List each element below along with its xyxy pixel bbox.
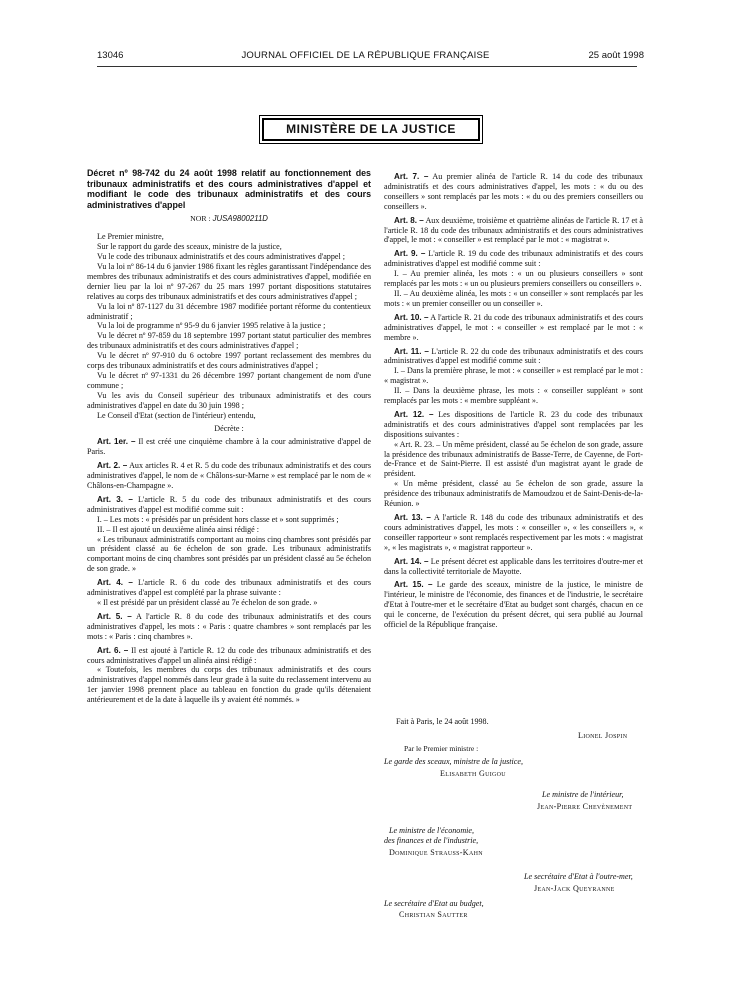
eco-signature: Dominique Strauss-Kahn [389,848,483,857]
article-number: Art. 6. – [97,645,129,655]
eco-title-2: des finances et de l'industrie, [384,836,479,845]
article-paragraph [384,172,643,212]
article-subparagraph [384,479,643,509]
nor-reference: NOR : JUSA9800211D [190,214,268,224]
article-subparagraph [384,366,643,386]
article-text: A l'article R. 8 du code des tribunaux administratifs et des cours administratives d'appel, les mots : « Paris : quatre chambres » sont remplacés par les mots : « Paris : cinq chambres ». [87,611,371,641]
article-text: A l'article R. 148 du code des tribunaux administratifs et des cours administratives d'appel, les mots : « conseiller », « les conseillers », « conseiller rapporteur » sont remplacés respectivement par les mots : « magistrat », « les magistrats », « magistrat rapporteur ». [384,513,643,552]
preamble-paragraph: Vu le décret nº 97-859 du 18 septembre 1997 portant statut particulier des membres des tribunaux administratifs et des cours administratives d'appel ; [87,331,371,351]
interieur-title: Le ministre de l'intérieur, [542,790,624,799]
preamble-paragraph: Le Premier ministre, [97,232,164,242]
article-text: « Art. R. 23. – Un même président, classé au 5e échelon de son grade, assure la présidence des tribunaux administratifs de Basse-Terre, de Cayenne, de Fort-de-France et de Saint-Pierre. Il est assisté d'un magistrat ayant le grade de président. [384,439,643,479]
article-number: Art. 10. – [394,312,429,322]
article-subparagraph [384,269,643,289]
article-paragraph [87,495,371,515]
article-text: L'article R. 22 du code des tribunaux administratifs et des cours administratives d'appel est modifié comme suit : [384,346,643,366]
justice-title: Le garde des sceaux, ministre de la justice, [384,757,523,766]
article-text: L'article R. 19 du code des tribunaux administratifs et des cours administratives d'appel est modifié comme suit : [384,249,643,269]
eco-title-1: Le ministre de l'économie, [389,826,475,835]
interieur-signature: Jean-Pierre Chevènement [537,802,633,811]
article-text: A l'article R. 21 du code des tribunaux administratifs et des cours administratives d'appel, le mot : « conseiller » est remplacé par le mot : « membre ». [384,312,643,342]
article-text: II. – Au deuxième alinéa, les mots : « un conseiller » sont remplacés par les mots : « un premier conseiller ou un conseiller ». [384,288,643,308]
article-number: Art. 5. – [97,611,132,621]
article-paragraph [87,612,371,642]
article-text: Le garde des sceaux, ministre de la justice, le ministre de l'intérieur, le ministre de l'économie, des finances et de l'industrie, le secrétaire d'Etat à l'outre-mer et le secrétaire d'Etat au budget sont chargés, chacun en ce qui le concerne, de l'exécution du présent décret, qui sera publié au Journal officiel de la République française. [384,580,643,630]
ministry-heading: MINISTÈRE DE LA JUSTICE [262,118,480,141]
preamble-paragraph: Vu les avis du Conseil supérieur des tribunaux administratifs et des cours administratives d'appel en date du 30 juin 1998 ; [87,390,371,410]
article-paragraph [384,557,643,577]
article-text: II. – Dans la deuxième phrase, les mots : « conseiller suppléant » sont remplacés par les mots : « membre suppléant ». [384,386,643,406]
article-text: I. – Les mots : « présidés par un président hors classe et » sont supprimés ; [97,514,339,524]
preamble-paragraph: Vu la loi nº 87-1127 du 31 décembre 1987 modifiée portant réforme du contentieux administratif ; [87,301,371,321]
article-text: L'article R. 6 du code des tribunaux administratifs et des cours administratives d'appel est complété par la phrase suivante : [87,578,371,598]
article-number: Art. 2. – [97,461,128,471]
article-subparagraph [384,289,643,309]
article-text: II. – Il est ajouté un deuxième alinéa ainsi rédigé : [97,524,260,534]
article-subparagraph [384,386,643,406]
article-text: Le présent décret est applicable dans les territoires d'outre-mer et dans la collectivité territoriale de Mayotte. [384,556,643,576]
preamble-paragraph: Le Conseil d'Etat (section de l'intérieur) entendu, [97,410,256,420]
article-text: Aux deuxième, troisième et quatrième alinéas de l'article R. 17 et à l'article R. 18 du code des tribunaux administratifs et des cours administratives d'appel, le mot : « conseiller » est remplacé par le mot : « magistrat ». [384,215,643,245]
article-number: Art. 9. – [394,249,426,259]
article-text: Les dispositions de l'article R. 23 du code des tribunaux administratifs et des cours administratives d'appel sont remplacées par les dispositions suivantes : [384,409,643,439]
article-paragraph [87,437,371,457]
article-text: Il est ajouté à l'article R. 12 du code des tribunaux administratifs et des cours administratives d'appel un alinéa ainsi rédigé : [87,645,371,665]
article-number: Art. 13. – [394,513,431,522]
left-articles [87,437,371,705]
article-subparagraph [87,598,371,608]
preamble-paragraph: Sur le rapport du garde des sceaux, ministre de la justice, [97,242,282,252]
page-number: 13046 [97,50,124,61]
article-paragraph [384,580,643,630]
right-articles [384,172,643,630]
article-paragraph [384,216,643,246]
article-text: Aux articles R. 4 et R. 5 du code des tribunaux administratifs et des cours administratives d'appel, le nom de « Châlons-sur-Marne » est remplacé par le nom de « Châlons-en-Champagne ». [87,461,371,491]
decrete-line: Décrète : [214,423,244,433]
article-text: Il est créé une cinquième chambre à la cour administrative d'appel de Paris. [87,437,371,457]
article-number: Art. 11. – [394,346,429,356]
article-number: Art. 4. – [97,578,133,588]
article-text: Au premier alinéa de l'article R. 14 du code des tribunaux administratifs et des cours administratives d'appel, les mots : « du ou des conseillers » sont remplacés par les mots : « du ou des premiers conseillers ou conseillers ». [384,172,643,211]
article-paragraph [87,646,371,666]
article-text: I. – Au premier alinéa, les mots : « un ou plusieurs conseillers » sont remplacés par les mots : « un ou plusieurs premiers conseillers ou conseillers ». [384,269,643,289]
article-paragraph [384,249,643,269]
article-text: L'article R. 5 du code des tribunaux administratifs et des cours administratives d'appel est modifié comme suit : [87,494,371,514]
article-number: Art. 3. – [97,494,133,504]
article-number: Art. 12. – [394,409,434,419]
preamble-paragraph: Vu la loi de programme nº 95-9 du 6 janvier 1995 relative à la justice ; [97,321,326,331]
article-subparagraph [87,525,371,535]
left-column [87,168,371,705]
budget-signature: Christian Sautter [399,910,468,919]
article-text: I. – Dans la première phrase, le mot : « conseiller » est remplacé par le mot : « magistrat ». [384,366,643,386]
justice-signature: Elisabeth Guigou [440,769,506,778]
article-text: « Toutefois, les membres du corps des tribunaux administratifs et des cours administratives d'appel nommés dans leur grade à la suite du reclassement intervenu au 1er janvier 1998 prennent place au tableau en fonction du grade qu'ils détenaient antérieurement et de la date à laquelle ils y avaient été nommés. » [87,665,371,705]
article-text: « Un même président, classé au 5e échelon de son grade, assure la présidence des tribunaux administratifs de Mamoudzou et de Saint-Denis-de-la-Réunion. » [384,479,643,509]
issue-date: 25 août 1998 [588,50,644,61]
header-rule [97,66,637,67]
article-number: Art. 14. – [394,556,429,566]
article-paragraph [87,461,371,491]
preamble [87,232,371,420]
article-number: Art. 15. – [394,580,433,590]
preamble-paragraph: Vu la loi nº 86-14 du 6 janvier 1986 fixant les règles garantissant l'indépendance des membres des tribunaux administratifs et des cours administratives d'appel, modifiée en dernier lieu par la loi nº 97-267 du 25 mars 1997 portant dispositions statutaires relatives au corps des tribunaux administratifs et des cours administratives d'appel ; [87,262,371,301]
article-paragraph [384,347,643,367]
article-subparagraph [87,535,371,575]
right-column [384,168,643,630]
article-subparagraph [384,440,643,480]
article-text: « Il est présidé par un président classé au 7e échelon de son grade. » [97,598,318,607]
article-number: Art. 8. – [394,215,424,225]
article-paragraph [384,513,643,553]
place-date: Fait à Paris, le 24 août 1998. [396,717,489,726]
article-subparagraph [87,665,371,705]
outremer-title: Le secrétaire d'Etat à l'outre-mer, [524,872,633,881]
article-paragraph [384,410,643,440]
journal-title: JOURNAL OFFICIEL DE LA RÉPUBLIQUE FRANÇAISE [241,50,490,61]
preamble-paragraph: Vu le décret nº 97-910 du 6 octobre 1997 portant reclassement des membres du corps des tribunaux administratifs et des cours administratives d'appel ; [87,351,371,371]
decree-title: Décret nº 98-742 du 24 août 1998 relatif au fonctionnement des tribunaux administratifs et des cours administratives d'appel et modifiant le code des tribunaux administratifs et des cours administratives d'appel [87,168,371,210]
outremer-signature: Jean-Jack Queyranne [534,884,615,893]
article-number: Art. 1er. – [97,437,136,447]
article-text: « Les tribunaux administratifs comportant au moins cinq chambres sont présidés par un président classé au 6e échelon de son grade. Les tribunaux administratifs comportant moins de cinq chambres sont présidés par un président classé au 5e échelon de son grade. » [87,534,371,574]
article-number: Art. 7. – [394,172,429,181]
preamble-paragraph: Vu le décret nº 97-1331 du 26 décembre 1997 portant changement de nom d'une commune ; [87,370,371,390]
preamble-paragraph: Vu le code des tribunaux administratifs et des cours administratives d'appel ; [97,252,345,262]
pm-signature: Lionel Jospin [578,731,628,740]
article-paragraph [87,578,371,598]
par-premier-ministre: Par le Premier ministre : [404,744,479,753]
article-paragraph [384,313,643,343]
budget-title: Le secrétaire d'Etat au budget, [384,899,484,908]
article-subparagraph [87,515,371,525]
